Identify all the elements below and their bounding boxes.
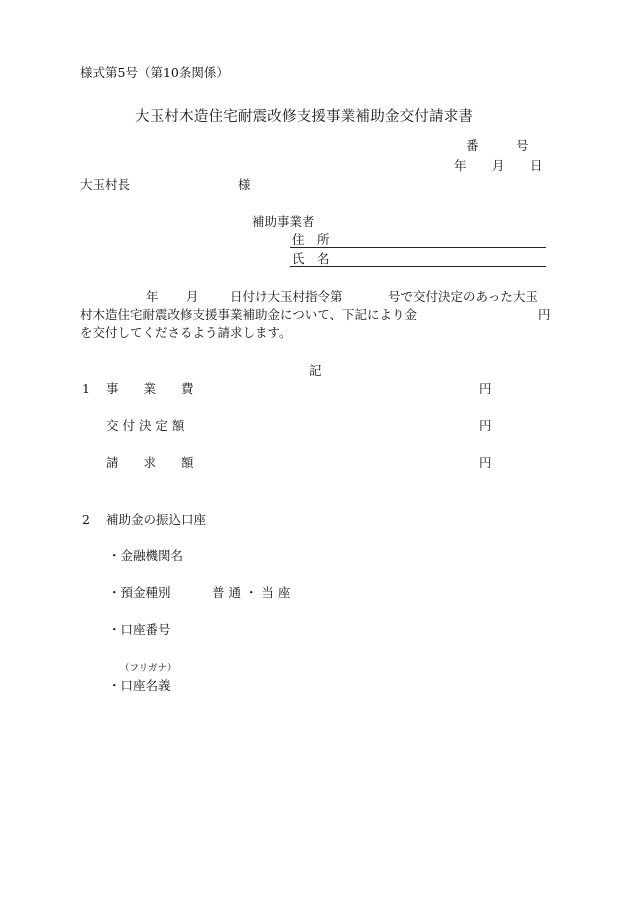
account-number-label: ・口座番号 (108, 622, 171, 637)
addressee-honorific: 様 (238, 177, 251, 192)
body-year: 年 (146, 289, 159, 304)
document-title: 大玉村木造住宅耐震改修支援事業補助金交付請求書 (135, 109, 474, 125)
body-line-2-yen: 円 (538, 307, 551, 322)
section-2-heading: 補助金の振込口座 (106, 512, 207, 527)
body-date-suffix: 日付け大玉村指令第 (230, 289, 343, 304)
row-grant-decision-unit: 円 (479, 418, 492, 433)
section-2-number: 2 (82, 512, 90, 527)
furigana-label: （フリガナ） (120, 663, 177, 674)
applicant-address-label: 住 所 (292, 232, 330, 247)
account-holder-label: ・口座名義 (108, 678, 171, 693)
date-day-label: 日 (530, 158, 543, 173)
row-grant-decision-label: 交 付 決 定 額 (106, 418, 185, 433)
number-label-ban: 番 (466, 138, 479, 153)
name-underline (290, 266, 546, 267)
body-line-3: を交付してくださるよう請求します。 (80, 325, 292, 340)
body-month: 月 (186, 289, 199, 304)
form-number: 様式第5号（第10条関係） (80, 65, 229, 80)
body-number-suffix: 号で交付決定のあった大玉 (388, 289, 538, 304)
deposit-type-label: ・預金種別 (108, 585, 171, 600)
row-claim-amount-label: 請 求 額 (106, 455, 194, 470)
body-line-2: 村木造住宅耐震改修支援事業補助金について、下記により金 (80, 307, 418, 322)
addressee-name: 大玉村長 (80, 177, 131, 192)
section-1-number: 1 (82, 381, 90, 396)
row-project-cost-unit: 円 (479, 381, 492, 396)
ki-heading: 記 (309, 363, 322, 378)
applicant-heading: 補助事業者 (252, 214, 315, 229)
address-underline (290, 247, 546, 248)
row-project-cost-label: 事 業 費 (106, 381, 194, 396)
number-label-go: 号 (516, 138, 529, 153)
date-month-label: 月 (492, 158, 505, 173)
deposit-type-options: 普 通 ・ 当 座 (212, 585, 291, 600)
applicant-name-label: 氏 名 (292, 251, 330, 266)
date-year-label: 年 (454, 158, 467, 173)
row-claim-amount-unit: 円 (479, 455, 492, 470)
bank-name-label: ・金融機関名 (108, 548, 184, 563)
